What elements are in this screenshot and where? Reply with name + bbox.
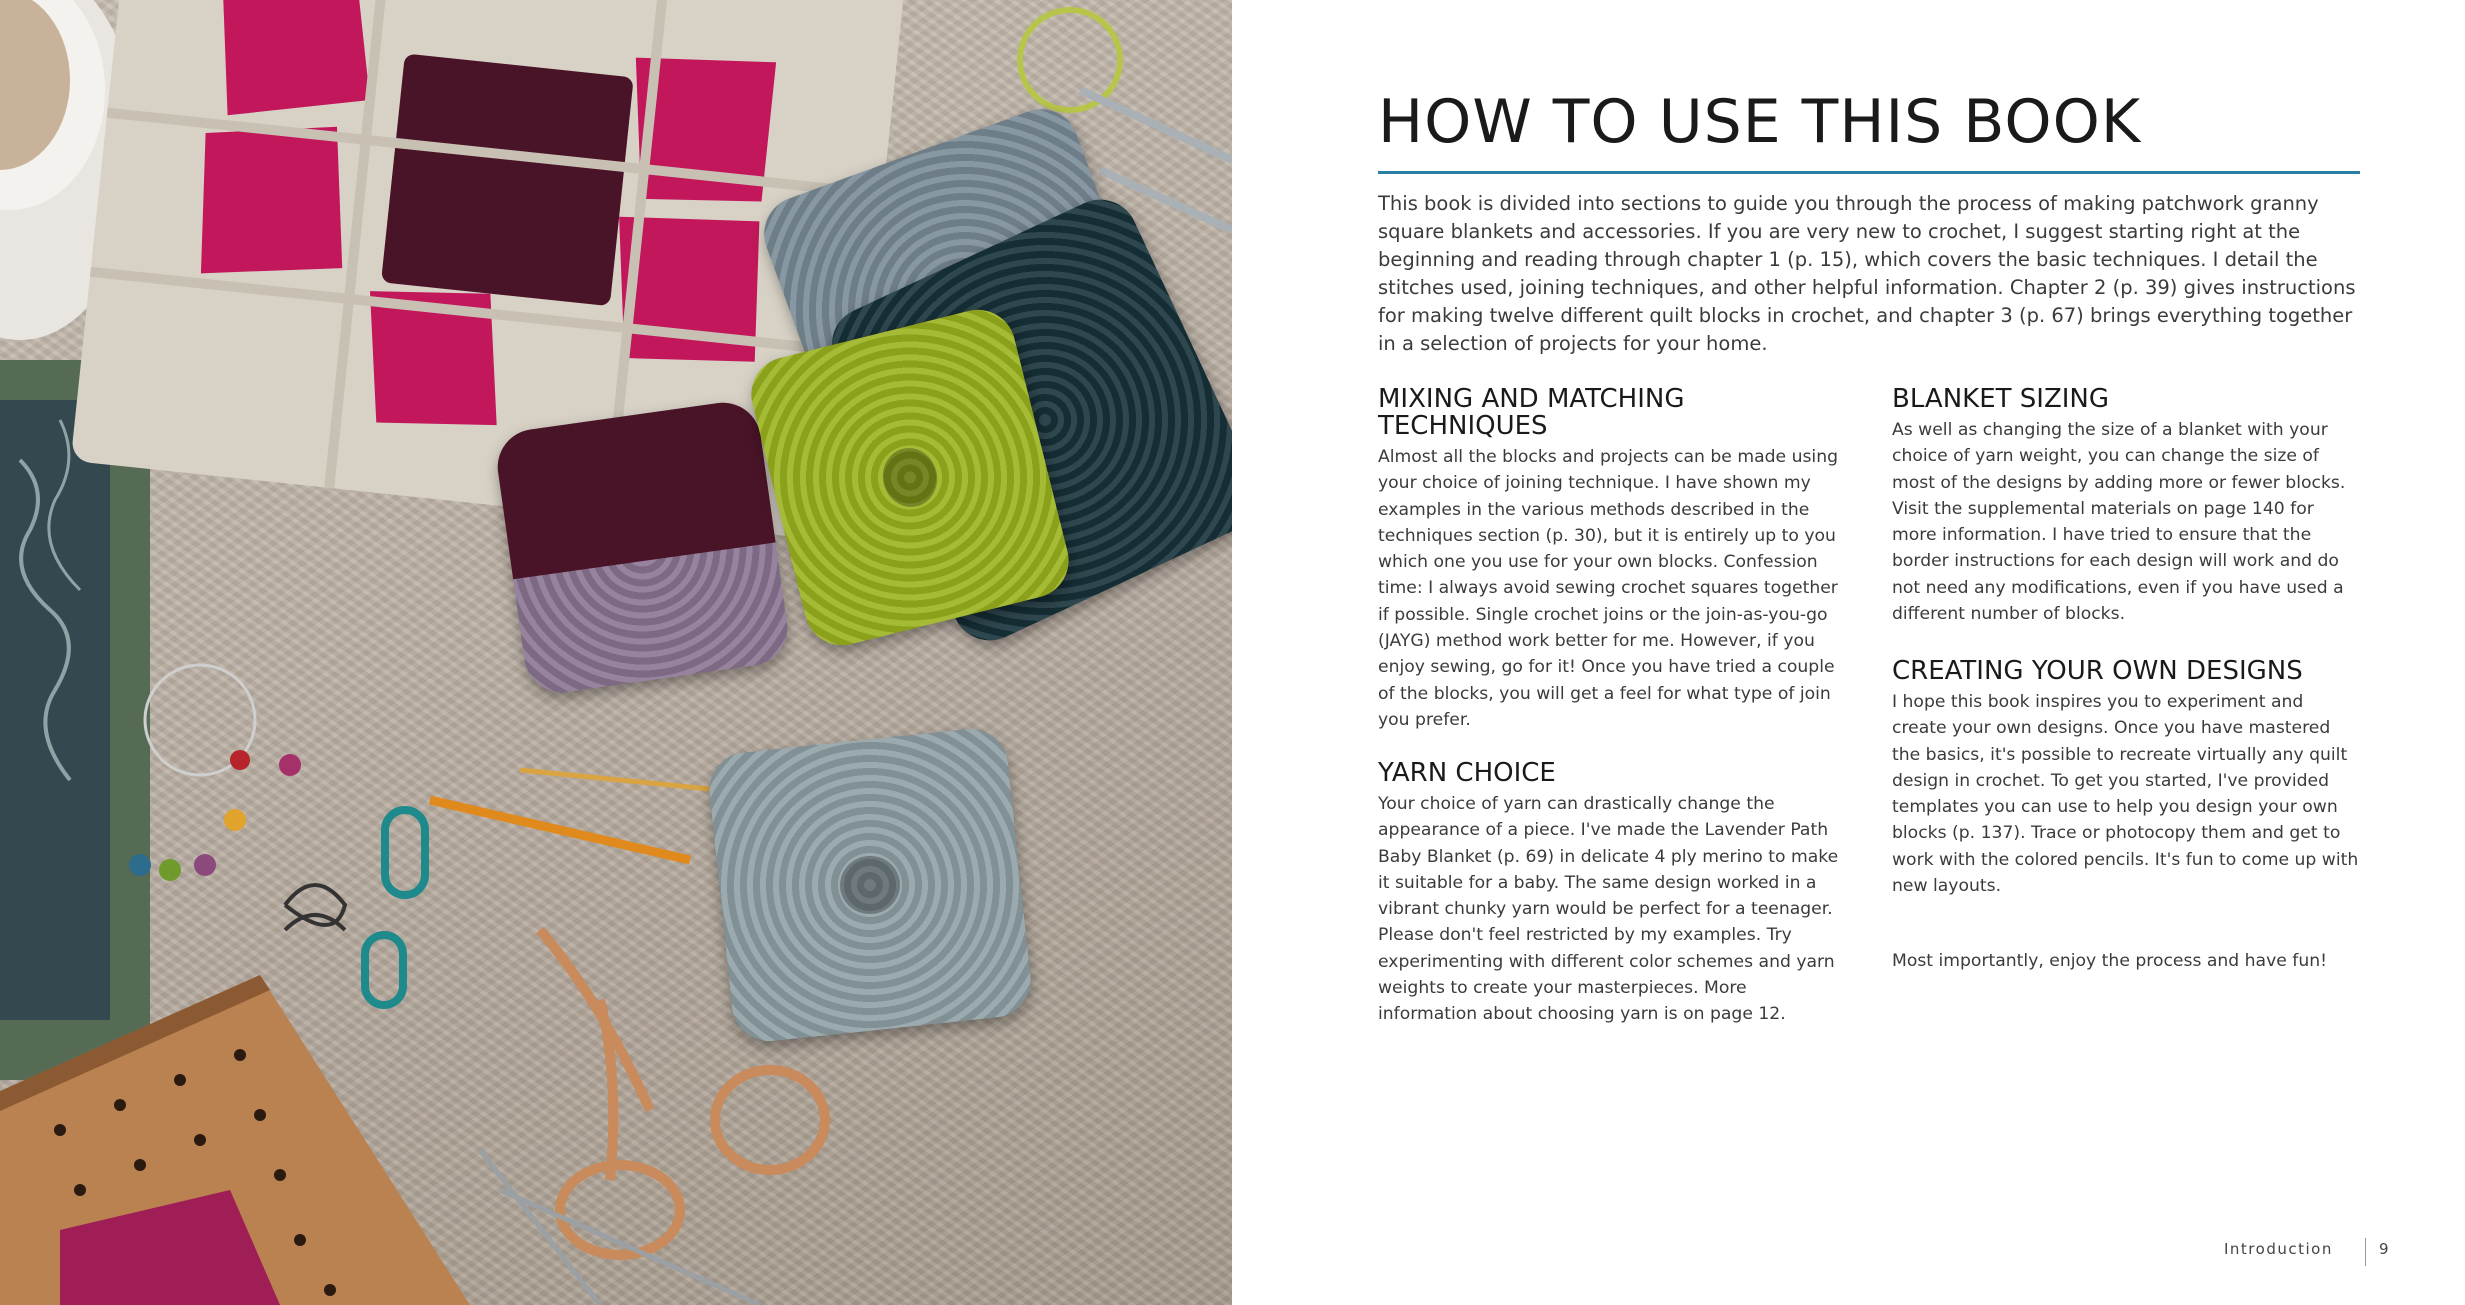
page-title: HOW TO USE THIS BOOK [1378,87,2142,157]
page-number: 9 [2379,1240,2389,1258]
section-body: Almost all the blocks and projects can be made using your choice of joining technique. I have shown my examples in the various methods described in the techniques section (p. 30), but it is entirely up to you which one you use for your own blocks. Confession time: I always avoid sewing crochet squares together if possible. Single crochet joins or the join-as-you-go (JAYG) method work better for me. However, if you enjoy sewing, go for it! Once you have tried a couple of the blocks, you will get a feel for what type of join you prefer. [1378,447,1838,730]
section-body: I hope this book inspires you to experiment and create your own designs. Once you have mastered the basics, it's possible to recreate virtually any quilt design in crochet. To get you started, I've provided templates you can use to help you design your own blocks (p. 137). Trace or photocopy them and get to work with the colored pencils. It's fun to come up with new layouts. [1892,692,2359,897]
safety-pin-icon [285,885,345,930]
section-yarn-choice [1378,760,1848,1028]
title-rule [1378,171,2360,174]
granny-square-icon [706,725,1035,1045]
notebook-icon [0,360,150,1080]
section-heading: BLANKET SIZING [1892,384,2110,414]
section-creating-your-own-designs [1892,658,2362,899]
section-body: Your choice of yarn can drastically change the appearance of a piece. I've made the Lavender Path Baby Blanket (p. 69) in delicate 4 ply merino to make it suitable for a baby. The same design worked in a vibrant chunky yarn would be perfect for a teenager. Please don't feel restricted by my examples. Try experimenting with different color schemes and yarn weights to create your masterpieces. More information about choosing yarn is on page 12. [1378,794,1839,1025]
section-heading: CREATING YOUR OWN DESIGNS [1892,656,2303,686]
text-page [1232,0,2465,1305]
section-blanket-sizing [1892,386,2362,627]
section-mixing-and-matching [1378,386,1840,733]
section-heading: YARN CHOICE [1378,758,1556,788]
footer-section-name: Introduction [2224,1240,2333,1258]
section-heading: MIXING AND MATCHING TECHNIQUES [1378,384,1685,441]
intro-paragraph: This book is divided into sections to guide you through the process of making patchwork granny square blankets and accessories. If you are very new to crochet, I suggest starting right at the beginning and reading through chapter 1 (p. 15), which covers the basic techniques. I detail the stitches used, joining techniques, and other helpful information. Chapter 2 (p. 39) gives instructions for making twelve different quilt blocks in crochet, and chapter 3 (p. 67) brings everything together in a selection of projects for your home. [1378,192,2356,355]
yarn-needle-icon [480,1150,760,1305]
granny-square-icon [493,398,792,697]
stitch-marker-icon [129,665,425,1005]
section-body: As well as changing the size of a blanket with your choice of yarn weight, you can change the size of most of the designs by adding more or fewer blocks. Visit the supplemental materials on page 140 for more information. I have tried to ensure that the border instructions for each design will work and do not need any modifications, even if you have used a different number of blocks. [1892,420,2346,625]
closing-line: Most importantly, enjoy the process and have fun! [1892,951,2328,971]
crochet-photo [0,0,1232,1305]
footer-divider [2365,1238,2366,1266]
